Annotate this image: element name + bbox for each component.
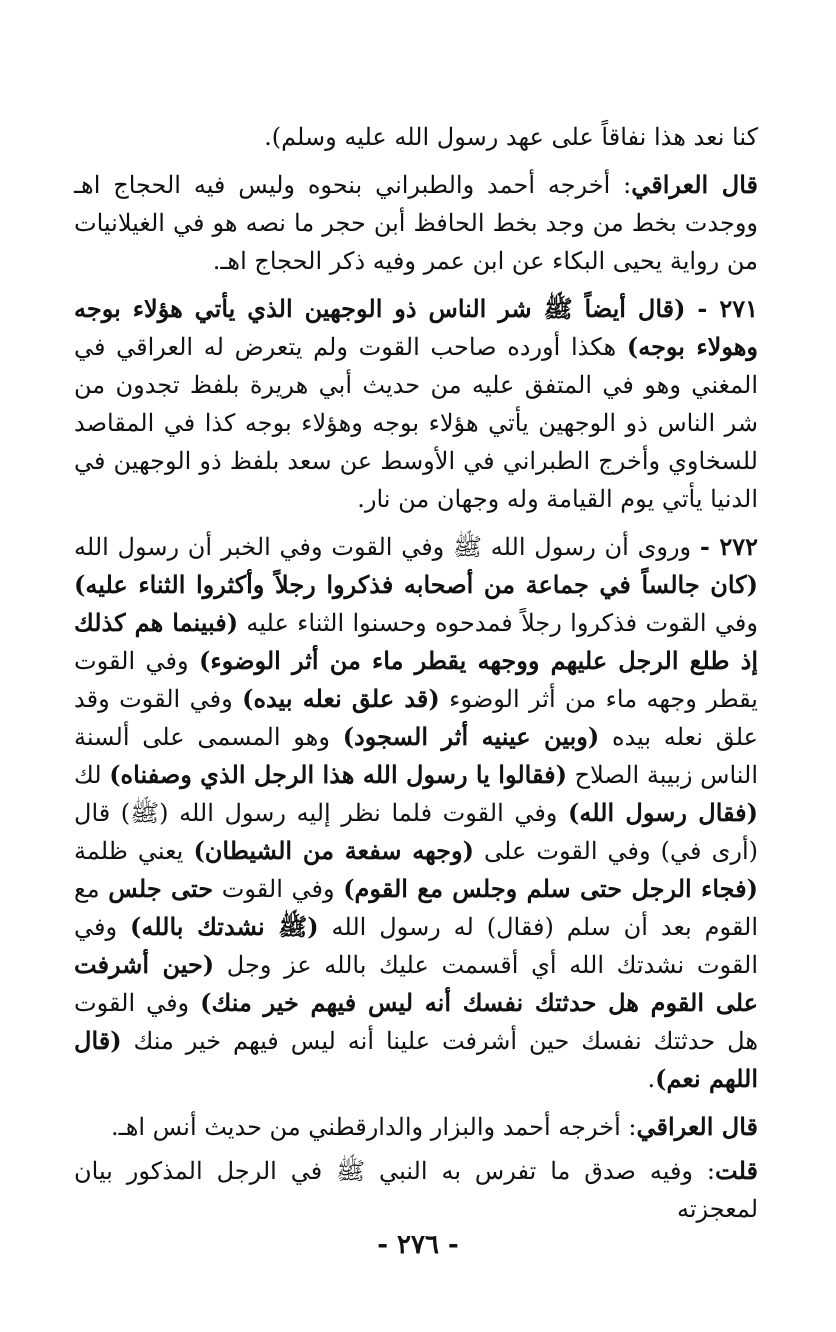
text-run: . <box>647 1065 656 1093</box>
text-run: يعني ظلمة <box>74 837 194 865</box>
bold-text-run: (فجاء الرجل حتى سلم وجلس مع القوم) <box>343 874 758 903</box>
paragraph-iraqi-note <box>74 166 758 280</box>
bold-text-run: قال العراقي <box>631 170 758 199</box>
paragraph-comment <box>74 1152 758 1228</box>
text-run: وهو المسمى على ألسنة الناس زبيبة الصلاح <box>74 723 758 789</box>
bold-text-run: حتى جلس <box>108 874 214 903</box>
bold-text-run: قلت <box>715 1156 758 1185</box>
text-run: : أخرجه أحمد والطبراني بنحوه وليس فيه الحجاج اهـ ووجدت بخط من وجد بخط الحافظ أبن حجر ما نصه هو في الغيلانيات من رواية يحيى البكاء عن ابن عمر وفيه ذكر الحجاج اهـ. <box>74 171 758 275</box>
bold-text-run: قال العراقي <box>636 1112 758 1141</box>
bold-text-run: (وجهه سفعة من الشيطان) <box>193 836 474 865</box>
text-run: : وفيه صدق ما تفرس به النبي ﷺ في الرجل المذكور بيان لمعجزته <box>74 1157 758 1223</box>
text-run: وفي القوت نشدتك الله أي أقسمت عليك بالله عز وجل <box>74 913 759 979</box>
text-run: وفي القوت يقطر وجهه ماء من أثر الوضوء <box>74 647 758 713</box>
paragraph-hadith-271 <box>74 290 758 518</box>
bold-text-run: ٢٧٢ - <box>699 532 758 561</box>
text-run: هكذا أورده صاحب القوت ولم يتعرض له العراقي في المغني وهو في المتفق عليه من حديث أبي هريرة بلفظ تجدون من شر الناس ذو الوجهين يأتي هؤلاء بوجه وهؤلاء بوجه كذا في المقاصد للسخاوي وأخرج الطبراني في الأوسط عن سعد بلفظ ذو الوجهين في الدنيا يأتي يوم القيامة وله وجهان من نار. <box>74 333 758 513</box>
bold-text-run: (فبينما هم كذلك إذ طلع الرجل عليهم ووجهه يقطر ماء من أثر الوضوء) <box>74 608 759 675</box>
text-run: وفي القوت فلما نظر إليه رسول الله (ﷺ) قال (أرى في) وفي القوت على <box>74 799 758 865</box>
paragraph-continuation <box>74 118 758 156</box>
text-run: وفي القوت وقد علق نعله بيده <box>74 685 758 751</box>
bold-text-run: (قال اللهم نعم) <box>74 1026 758 1093</box>
paragraph-hadith-272 <box>74 528 758 1098</box>
text-run: وروى أن رسول الله ﷺ وفي القوت وفي الخبر أن رسول الله <box>74 533 700 561</box>
text-run: كنا نعد هذا نفاقاً على عهد رسول الله عليه وسلم). <box>264 123 758 151</box>
text-run: لك <box>74 761 110 789</box>
bold-text-run: ٢٧١ - (قال أيضاً ﷺ شر الناس ذو الوجهين الذي يأتي هؤلاء بوجه وهولاء بوجه) <box>74 294 759 361</box>
paragraph-iraqi-note-2 <box>74 1108 758 1146</box>
text-run: وفي القوت <box>213 875 344 903</box>
bold-text-run: (قد علق نعله بيده) <box>242 684 440 713</box>
text-run: مع القوم بعد أن سلم (فقال) له رسول الله <box>74 875 758 941</box>
text-run: وفي القوت فذكروا رجلاً فمدحوه وحسنوا الثناء عليه <box>238 609 758 637</box>
text-run: : أخرجه أحمد والبزار والدارقطني من حديث أنس اهـ. <box>111 1113 637 1141</box>
bold-text-run: (فقال رسول الله) <box>567 798 758 827</box>
text-run: وفي القوت هل حدثتك نفسك حين أشرفت علينا أنه ليس فيهم خير منك <box>74 989 758 1055</box>
bold-text-run: (فقالوا يا رسول الله هذا الرجل الذي وصفناه) <box>109 760 567 789</box>
bold-text-run: (حين أشرفت على القوم هل حدثتك نفسك أنه ليس فيهم خير منك) <box>74 950 759 1017</box>
bold-text-run: (ﷺ نشدتك بالله) <box>129 912 319 941</box>
page-number: - ٢٧٦ - <box>377 1230 459 1260</box>
bold-text-run: (كان جالساً في جماعة من أصحابه فذكروا رجلاً وأكثروا الثناء عليه) <box>74 570 758 599</box>
bold-text-run: (وبين عينيه أثر السجود) <box>342 722 600 751</box>
